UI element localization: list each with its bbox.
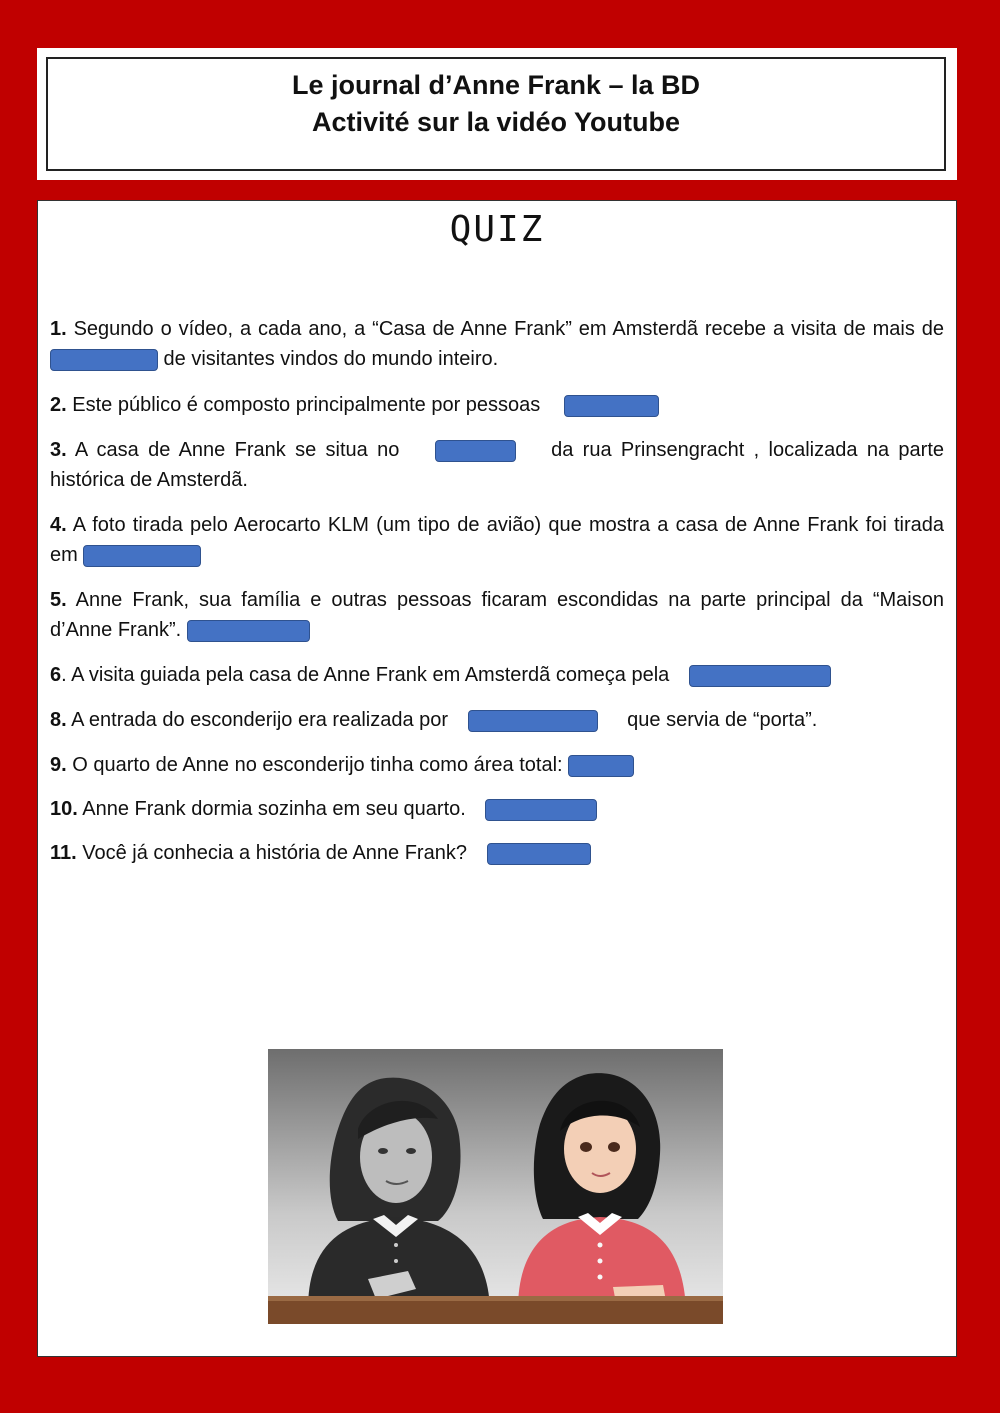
header-card [37,48,957,180]
question-text: Você já conhecia a história de Anne Frank? [76,842,473,864]
question-number: 3. [50,439,67,461]
question-number: 10. [50,798,78,820]
question-text-end: de visitantes vindos do mundo inteiro. [158,348,499,370]
header-box [46,57,946,171]
question-number: 2. [50,394,67,416]
question-text: Segundo o vídeo, a cada ano, a “Casa de Anne Frank” em Amsterdã recebe a visita de mais de [66,318,944,340]
answer-blank-10[interactable] [485,799,597,821]
question-text-end: que servia de “porta”. [621,709,818,731]
question-5 [50,585,944,645]
question-text: Anne Frank dormia sozinha em seu quarto. [77,798,472,820]
answer-blank-4[interactable] [83,545,201,567]
question-8 [50,705,944,735]
question-2 [50,390,944,420]
question-number: 1. [50,318,67,340]
answer-blank-2[interactable] [564,395,659,417]
answer-blank-5[interactable] [187,620,310,642]
question-number: 4. [50,514,67,536]
question-number: 11. [50,842,77,864]
question-4 [50,510,944,570]
question-text: . A visita guiada pela casa de Anne Frank em Amsterdã começa pela [61,664,675,686]
question-number: 8. [50,709,67,731]
question-text: Este público é composto principalmente por pessoas [66,394,546,416]
quiz-card [37,200,957,1357]
answer-blank-1[interactable] [50,349,158,371]
quiz-title: QUIZ [449,209,545,250]
question-9 [50,750,944,780]
title-line-2: Activité sur la vidéo Youtube [311,107,681,137]
answer-blank-11[interactable] [487,843,591,865]
answer-blank-9[interactable] [568,755,634,777]
question-number: 6 [50,664,62,686]
title-line-1: Le journal d’Anne Frank – la BD [291,70,701,100]
question-text: Anne Frank, sua família e outras pessoas ficaram escondidas na parte principal da “Maison d’Anne Frank”. [50,589,944,641]
question-6 [50,660,944,690]
answer-blank-8[interactable] [468,710,598,732]
question-number: 5. [50,589,67,611]
question-3 [50,435,944,495]
answer-blank-6[interactable] [689,665,831,687]
question-text: O quarto de Anne no esconderijo tinha como área total: [66,754,569,776]
question-11 [50,838,944,868]
anne-frank-illustration [268,1049,723,1324]
question-text: A foto tirada pelo Aerocarto KLM (um tipo de avião) que mostra a casa de Anne Frank foi tirada em [50,514,944,566]
question-text: A entrada do esconderijo era realizada por [66,709,454,731]
question-number: 9. [50,754,67,776]
question-text-end: da rua Prinsengracht , localizada na parte histórica de Amsterdã. [50,439,945,491]
question-10 [50,794,944,824]
answer-blank-3[interactable] [435,440,516,462]
question-text: A casa de Anne Frank se situa no [66,439,409,461]
question-1 [50,314,944,374]
